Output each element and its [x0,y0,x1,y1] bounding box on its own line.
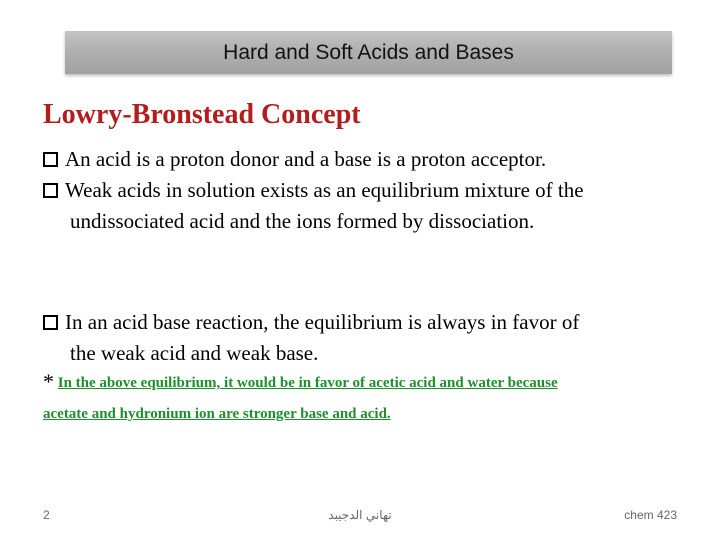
checkbox-bullet-icon [43,183,58,198]
checkbox-bullet-icon [43,152,58,167]
checkbox-bullet-icon [43,315,58,330]
bullet-item [43,144,683,175]
bullet-text: In an acid base reaction, the equilibrium is always in favor of [65,310,580,334]
bullet-text-continuation: undissociated acid and the ions formed by dissociation. [70,209,535,233]
slide-title-bar [65,31,672,74]
slide-title: Hard and Soft Acids and Bases [223,40,514,64]
page-number: 2 [43,508,50,522]
footnote-link-line2[interactable]: acetate and hydronium ion are stronger base and acid. [43,406,391,422]
footnote-link-line1[interactable]: In the above equilibrium, it would be in favor of acetic acid and water because [57,375,558,391]
bullet-text-continuation: the weak acid and weak base. [70,341,319,365]
footer-course: chem 423 [624,508,677,522]
footnote [43,366,683,430]
bullet-item [43,307,683,369]
footer-author: تهاني الدجيبد [328,508,392,522]
bullet-item [43,175,683,237]
asterisk-marker: * [43,369,54,394]
section-heading: Lowry-Bronstead Concept [43,99,361,130]
bullet-text: An acid is a proton donor and a base is a proton acceptor. [65,147,547,171]
bullet-text: Weak acids in solution exists as an equilibrium mixture of the [65,178,584,202]
